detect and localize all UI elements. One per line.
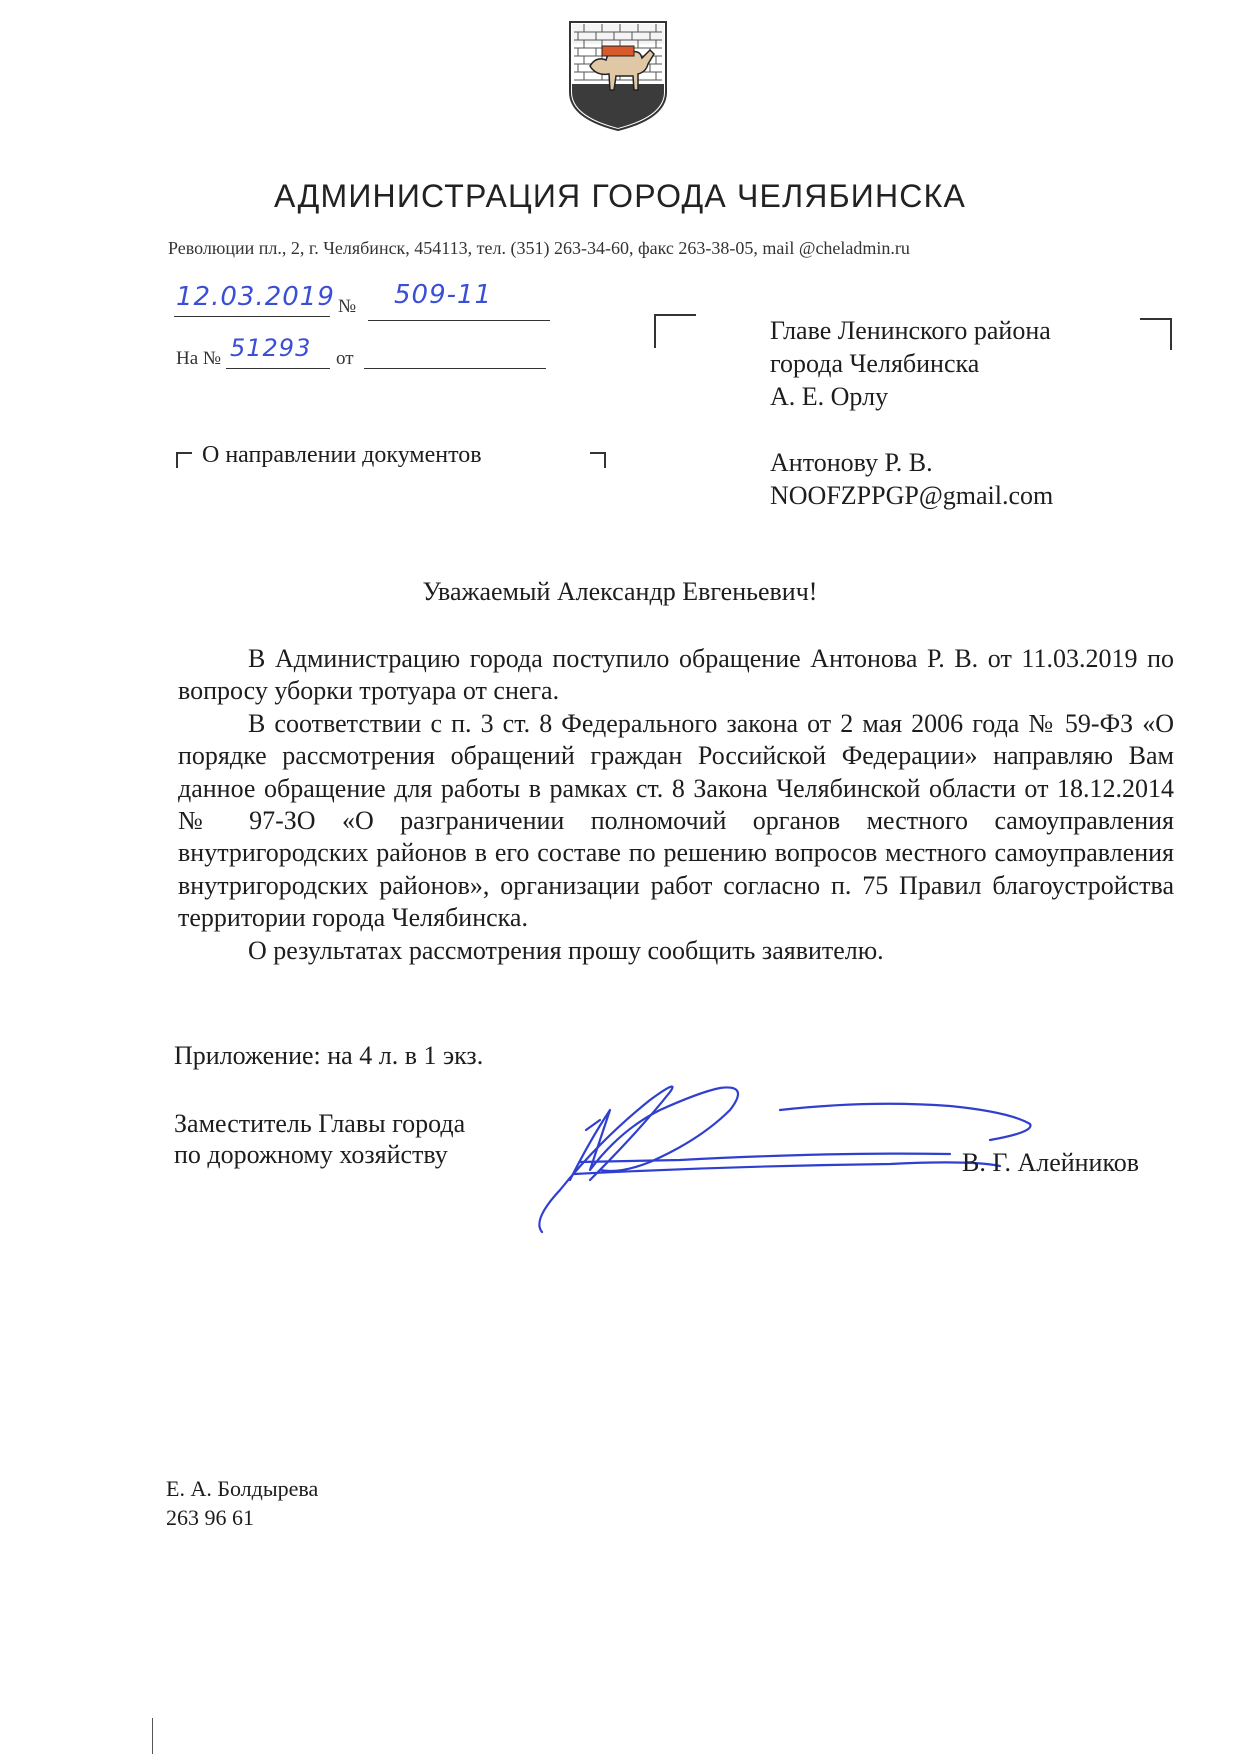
- margin-mark: [152, 1718, 153, 1754]
- signer-position-line: Заместитель Главы города: [174, 1109, 466, 1138]
- number-label: №: [338, 296, 357, 317]
- addressee-line: города Челябинска: [770, 349, 980, 378]
- executor-name: Е. А. Болдырева: [166, 1476, 319, 1501]
- reply-to-number-handwritten: 51293: [230, 334, 312, 362]
- salutation: Уважаемый Александр Евгеньевич!: [422, 577, 818, 606]
- body-paragraph: В Администрацию города поступило обращение Антонова Р. В. от 11.03.2019 по вопросу уборки тротуара от снега.: [178, 644, 1174, 706]
- outgoing-number-handwritten: 509-11: [394, 280, 493, 310]
- signer-position: [174, 1108, 465, 1170]
- signer-position-line: по дорожному хозяйству: [174, 1140, 448, 1169]
- addressee-copy: [770, 446, 1053, 512]
- copy-recipient-name: Антонову Р. В.: [770, 448, 933, 477]
- letter-body: [178, 643, 1174, 967]
- addressee-bracket-right: [1140, 318, 1172, 350]
- reply-from-label: от: [336, 348, 354, 369]
- addressee-line: А. Е. Орлу: [770, 382, 889, 411]
- addressee-line: Главе Ленинского района: [770, 316, 1051, 345]
- reply-to-label: На №: [176, 348, 222, 369]
- subject-bracket-left: [176, 452, 192, 468]
- addressee-bracket-left: [654, 314, 696, 348]
- reply-date-underline: [364, 368, 546, 369]
- subject-bracket-right: [590, 452, 606, 468]
- city-coat-of-arms: [566, 18, 670, 132]
- body-paragraph: О результатах рассмотрения прошу сообщить заявителю.: [248, 935, 884, 965]
- body-paragraph: В соответствии с п. 3 ст. 8 Федерального закона от 2 мая 2006 года № 59-ФЗ «О порядке рассмотрения обращений граждан Российской Федерации» направляю Вам данное обращение для работы в рамках ст. 8 Закона Челябинской области от 18.12.2014 № 97-ЗО «О разграничении полномочий органов местного самоуправления внутригородских районов в его составе по решению вопросов местного самоуправления внутригородских районов», организации работ согласно п. 75 Правил благоустройства территории города Челябинска.: [178, 708, 1174, 933]
- organization-address: Революции пл., 2, г. Челябинск, 454113, тел. (351) 263-34-60, факс 263-38-05, mail @cheladmin.ru: [168, 238, 910, 258]
- organization-title: АДМИНИСТРАЦИЯ ГОРОДА ЧЕЛЯБИНСКА: [274, 178, 966, 214]
- copy-recipient-email: NOOFZPPGP@gmail.com: [770, 481, 1054, 510]
- executor-block: [166, 1474, 318, 1532]
- addressee-main: [770, 314, 1051, 413]
- attachment-note: Приложение: на 4 л. в 1 экз.: [174, 1041, 484, 1070]
- signer-name: В. Г. Алейников: [962, 1148, 1140, 1177]
- reply-number-underline: [226, 368, 330, 369]
- number-underline: [368, 320, 550, 321]
- date-underline: [174, 316, 330, 317]
- letter-subject: О направлении документов: [202, 442, 482, 468]
- executor-phone: 263 96 61: [166, 1505, 254, 1530]
- outgoing-date-handwritten: 12.03.2019: [176, 282, 335, 312]
